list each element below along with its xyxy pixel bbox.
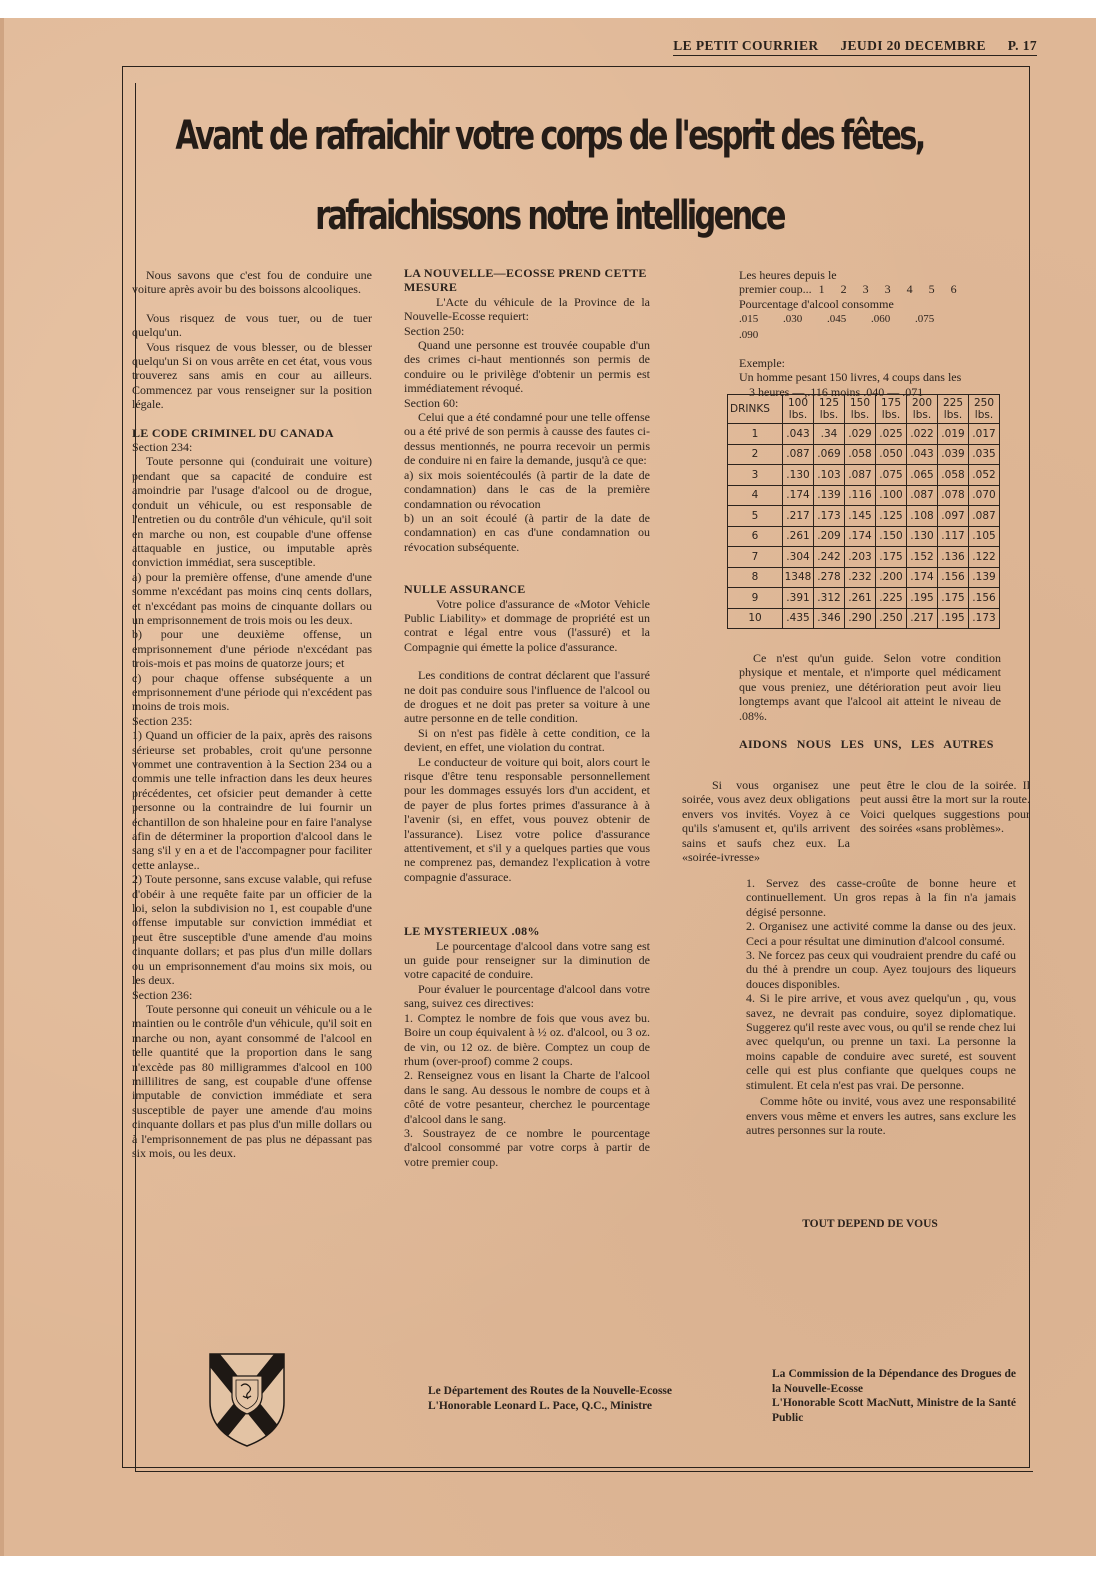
bac-cell: .103 <box>814 465 845 486</box>
bac-cell: .200 <box>876 567 907 588</box>
section-body: Votre police d'assurance de «Motor Vehicle Public Liability» et dommage de propriété est un contrat e légal entre vous (l'assuré) et la Compagnie qui émette la police d'assurance. <box>404 596 650 654</box>
section-clause: 2) Toute personne, sans excuse valable, qui refuse d'obéir à une requête faite par un officier de la loi, selon la subdivision no 1, est coupable d'une offense imputable sur conviction immédiat et peut être susceptible d'une amende d'au moins cinquante dollars; et pas plus d'un mille dollars ou un emprisonnement d'au moins six mois, ou les deux. <box>132 872 372 988</box>
section-clause: b) un an soit écoulé (à partir de la date de condamnation) en cas d'une condamnation ou révocation subséquente. <box>404 510 650 554</box>
pct-value: .030 <box>783 313 803 326</box>
bac-cell: .136 <box>938 547 969 568</box>
drinks-cell: 5 <box>728 506 783 527</box>
drinks-cell: 1 <box>728 424 783 445</box>
bac-cell: .173 <box>969 608 1000 629</box>
bac-cell: .232 <box>845 567 876 588</box>
bac-cell: .025 <box>876 424 907 445</box>
bac-cell: 1348 <box>783 567 814 588</box>
weight-header: 125 lbs. <box>814 395 845 424</box>
bac-cell: .209 <box>814 526 845 547</box>
bac-cell: .075 <box>876 465 907 486</box>
section-clause: c) pour chaque offense subséquente a un emprisonnement d'une période qui n'excédent pas moins de trois mois. <box>132 670 372 714</box>
section-body: Toute personne qui coneuit un véhicule ou a le maintien ou le contrôle d'un véhicule, qu'il soit en marche ou non, ayant consommé de l'alcool en telle quantité que la proportion dans le sang n'excède pas 80 milligrammes d'alcool en 100 millilitres de sang, est coupable d'une offense imputable de conviction immédiate et sera susceptible de payer une amende d'au moins cinquante dollars et pas plus d'un mille dollars ou à l'emprisonnement de pas plus ne dépassant pas six mois, ou les deux. <box>132 1001 372 1160</box>
section-heading: NULLE ASSURANCE <box>404 582 526 597</box>
section-title: Section 60: <box>404 395 459 410</box>
bac-cell: .156 <box>969 588 1000 609</box>
closing-paragraph: Comme hôte ou invité, vous avez une responsabilité envers vous même et envers les autres, sans exclure les autres personnes sur la route. <box>746 1094 1016 1137</box>
section-body: Si on n'est pas fidèle à cette condition, ce la devient, en effet, une violation du contrat. <box>404 725 650 755</box>
weight-header: 100 lbs. <box>783 395 814 424</box>
pct-value: .060 <box>871 313 891 326</box>
headline-line-2: rafraichissons notre intelligence <box>315 193 784 239</box>
section-body: Le conducteur de voiture qui boit, alors court le risque d'être tenu responsable personnellement pour les dommages essuyés lors d'un accident, et de payer de plus fortes primes d'assurance à à l'avenir (si, en effet, vous pouvez obtenir de l'assurance). Lisez votre police d'assurance attentivement, et s'il y a quelques parties que vous ne comprenez pas, demandez l'explication à votre compagnie d'assurace. <box>404 754 650 884</box>
table-row <box>728 444 1000 465</box>
hour-value: 6 <box>950 282 957 297</box>
column-nova-scotia <box>404 266 650 1169</box>
hour-value: 5 <box>928 282 935 297</box>
bac-cell: .312 <box>814 588 845 609</box>
bac-cell: .078 <box>938 485 969 506</box>
hour-value: 1 <box>818 282 825 297</box>
drinks-cell: 8 <box>728 567 783 588</box>
pct-value: .090 <box>739 328 759 341</box>
section-title: Section 234: <box>132 440 193 455</box>
drinks-cell: 9 <box>728 588 783 609</box>
example-label: Exemple: <box>739 356 785 371</box>
section-body: L'Acte du véhicule de la Province de la Nouvelle-Ecosse requiert: <box>404 294 650 324</box>
bac-cell: .145 <box>845 506 876 527</box>
intro-paragraph: Nous savons que c'est fou de conduire une voiture après avoir bu des boissons alcooliques. <box>132 268 372 297</box>
intro-paragraph: Vous risquez de vous blesser, ou de blesser quelqu'un Si on vous arrête en cet état, vous vous trouverez sans amis en cour au ailleurs. Commencez par vous renseigner sur la position légale. <box>132 339 372 412</box>
bac-cell: .039 <box>938 444 969 465</box>
bac-cell: .225 <box>876 588 907 609</box>
directive-item: 2. Renseignez vous en lisant la Charte de l'alcool dans le sang. Au dessous le nombre de coups et à côté de votre pesanteur, cherchez le pourcentage d'alcool dans le sang. <box>404 1068 650 1126</box>
hour-value: 3 <box>884 282 891 297</box>
weight-header: 200 lbs. <box>907 395 938 424</box>
bac-cell: .043 <box>783 424 814 445</box>
bac-cell: .130 <box>907 526 938 547</box>
bac-cell: .130 <box>783 465 814 486</box>
headline-line-1: Avant de rafraichir votre corps de l'esprit des fêtes, <box>175 113 924 159</box>
bac-cell: .261 <box>845 588 876 609</box>
section-body: Pour évaluer le pourcentage d'alcool dans votre sang, suivez ces directives: <box>404 981 650 1011</box>
section-body: Quand une personne est trouvée coupable d'un des crimes ci-haut mentionnés son permis de conduire ou le privilège d'obtenir un permis est immédiatement révoqué. <box>404 338 650 396</box>
bac-cell: .108 <box>907 506 938 527</box>
bac-cell: .058 <box>845 444 876 465</box>
section-clause: a) six mois soientécoulés (à partir de la date de condamnation) dans le cas de la première condamnation ou révocation <box>404 467 650 511</box>
bac-cell: .261 <box>783 526 814 547</box>
section-body: Celui que a été condamné pour une telle offense ou a été privé de son permis à causse des fautes ci-dessus mentionnés, ne pourra recevoir un permis de conduire ni en faire la demande, jusqu'à ce que: <box>404 410 650 468</box>
bac-cell: .019 <box>938 424 969 445</box>
hours-values <box>815 282 957 296</box>
bac-cell: .34 <box>814 424 845 445</box>
bac-cell: .122 <box>969 547 1000 568</box>
table-row <box>728 567 1000 588</box>
column-chart-info <box>739 268 1001 399</box>
section-clause: 1) Quand un officier de la paix, après des raisons sérieurse set probables, croit qu'une personne vommet une contravention à la Section 234 ou a commis une telle infraction dans les deux heures précédentes, cet ofsicier peut demander à cette personne ou la contraindre de lui fournir un échantillon de son hhaleine pour en faire l'analyse afin de déterminer la proportion d'alcool dans le sang s'il y en a et de l'accompagner pour faciliter cette anlayse.. <box>132 728 372 872</box>
table-row <box>728 506 1000 527</box>
weight-header: 150 lbs. <box>845 395 876 424</box>
bac-cell: .290 <box>845 608 876 629</box>
bac-cell: .150 <box>876 526 907 547</box>
bac-cell: .052 <box>969 465 1000 486</box>
bac-cell: .173 <box>814 506 845 527</box>
bac-cell: .065 <box>907 465 938 486</box>
tip-item: 4. Si le pire arrive, et vous avez quelqu'un , qu, vous savez, ne devrait pas conduire, soyez diplomatique. Suggerez qu'il reste avec vous, ou qu'il se rende chez lui avec quelqu'un, ou prenne un taxi. La personne la moins capable de conduire avec sureté, est souvent celle qui est plus confiante que quelques coups ne stimulent. Et cela n'est pas vrai. De personne. <box>746 991 1016 1092</box>
section-title: Section 250: <box>404 323 465 338</box>
bac-cell: .435 <box>783 608 814 629</box>
bac-cell: .069 <box>814 444 845 465</box>
table-row <box>728 485 1000 506</box>
section-title: Section 236: <box>132 987 193 1002</box>
bac-cell: .058 <box>938 465 969 486</box>
hour-value: 2 <box>840 282 847 297</box>
bac-cell: .195 <box>907 588 938 609</box>
section-heading: LE MYSTERIEUX .08% <box>404 924 540 939</box>
example-text: 3 heures —,.116 moins .040 — .071 <box>749 384 924 399</box>
bac-cell: .304 <box>783 547 814 568</box>
section-title: Section 235: <box>132 713 193 728</box>
party-text-left: Si vous organisez une soirée, vous avez deux obligations envers vos invités. Voyez à ce qu'ils s'amusent et, qu'ils arrivent sains et saufs chez eux. La «soirée-ivresse» <box>682 778 850 865</box>
pct-values <box>739 311 1001 342</box>
section-body: Le pourcentage d'alcool dans votre sang est un guide pour renseigner sur la diminution de votre capacité de conduire. <box>404 938 650 982</box>
section-body: Les conditions de contrat déclarent que l'assuré ne doit pas conduire sous l'influence de l'alcool ou de drogues et ne doit pas preter sa voiture à une autre personne en de telle condition. <box>404 668 650 726</box>
bac-cell: .105 <box>969 526 1000 547</box>
bac-cell: .175 <box>876 547 907 568</box>
drinks-cell: 2 <box>728 444 783 465</box>
issue-date: JEUDI 20 DECEMBRE <box>840 38 986 53</box>
signature-highways: Le Département des Routes de la Nouvelle-Ecosse L'Honorable Leonard L. Pace, Q.C., Ministre <box>428 1385 673 1412</box>
weight-header: 250 lbs. <box>969 395 1000 424</box>
bac-cell: .117 <box>938 526 969 547</box>
table-row <box>728 608 1000 629</box>
pct-label: Pourcentage d'alcool consomme <box>739 296 894 311</box>
tip-item: 3. Ne forcez pas ceux qui voudraient prendre du café ou du thé à prendre un coup. Ayez toujours des liqueurs douces disponibles. <box>746 948 1016 991</box>
table-row <box>728 588 1000 609</box>
section-clause: b) pour une deuxième offense, un emprisonnement d'une période n'excédant pas trois-mois et pas moins de quatorze jours; et <box>132 627 372 671</box>
table-row <box>728 526 1000 547</box>
column-tips <box>746 876 1016 1137</box>
directive-item: 3. Soustrayez de ce nombre le pourcentage d'alcool consommé par votre corps à partir de votre premier coup. <box>404 1125 650 1169</box>
bac-cell: .035 <box>969 444 1000 465</box>
bac-cell: .087 <box>783 444 814 465</box>
table-row <box>728 547 1000 568</box>
weight-header: 225 lbs. <box>938 395 969 424</box>
pct-value: .045 <box>827 313 847 326</box>
guide-paragraph: Ce n'est qu'un guide. Selon votre condition physique et mentale, et n'importe quel médicament que vous preniez, une détérioration peut avoir lieu longtemps avant que l'alcool ait atteint le niveau de .08%. <box>739 651 1001 723</box>
party-text-right: peut être le clou de la soirée. Il peut aussi être la mort sur la route. Voici quelques suggestions pour des soirées «sans problèmes». <box>860 778 1030 836</box>
hour-value: 3 <box>862 282 869 297</box>
drinks-cell: 4 <box>728 485 783 506</box>
pct-value: .075 <box>915 313 935 326</box>
bac-cell: .195 <box>938 608 969 629</box>
example-text: Un homme pesant 150 livres, 4 coups dans les <box>739 370 962 385</box>
bac-cell: .242 <box>814 547 845 568</box>
column-criminal-code <box>132 268 372 1160</box>
bac-cell: .116 <box>845 485 876 506</box>
pct-value: .015 <box>739 313 759 326</box>
drinks-cell: 6 <box>728 526 783 547</box>
bac-cell: .346 <box>814 608 845 629</box>
section-body: Toute personne qui (conduirait une voiture) pendant que sa capacité de conduire est amoindrie par l'usage d'alcool ou de drogue, conduit un véhicule, ou est responsable de l'entretien ou du contrôle d'un véhicule, qu'il soit en marche ou non, est coupable d'une offense attaquable en justice, ou imputable après conviction immédiat, sera susceptible. <box>132 454 372 570</box>
drinks-cell: 10 <box>728 608 783 629</box>
section-heading: LA NOUVELLE—ECOSSE PREND CETTE MESURE <box>404 266 647 295</box>
bac-cell: .087 <box>845 465 876 486</box>
column-guide <box>739 651 1001 751</box>
bac-cell: .087 <box>969 506 1000 527</box>
bac-cell: .391 <box>783 588 814 609</box>
bac-cell: .043 <box>907 444 938 465</box>
nova-scotia-coat-of-arms-icon <box>208 1352 286 1448</box>
weight-header: 175 lbs. <box>876 395 907 424</box>
tagline: TOUT DEPEND DE VOUS <box>802 1218 938 1230</box>
bac-cell: .139 <box>969 567 1000 588</box>
table-row <box>728 424 1000 445</box>
bac-cell: .017 <box>969 424 1000 445</box>
intro-paragraph: Vous risquez de vous tuer, ou de tuer quelqu'un. <box>132 310 372 340</box>
table-header-row <box>728 395 1000 424</box>
hours-label: Les heures depuis le <box>739 268 837 282</box>
bac-cell: .175 <box>938 588 969 609</box>
bac-cell: .174 <box>907 567 938 588</box>
bac-cell: .097 <box>938 506 969 527</box>
bac-cell: .174 <box>783 485 814 506</box>
drinks-cell: 7 <box>728 547 783 568</box>
blood-alcohol-table <box>727 394 1000 629</box>
bac-cell: .278 <box>814 567 845 588</box>
bac-cell: .022 <box>907 424 938 445</box>
tip-item: 1. Servez des casse-croûte de bonne heure et continuellement. Un gros repas à la fin n'a jamais dégisé personne. <box>746 876 1016 919</box>
section-clause: a) pour la première offense, d'une amende d'une somme n'excédant pas moins cinq cents dollars, et n'excédant pas moins de cinquante dollars ou un emprisonnement de trois mois ou les deux. <box>132 569 372 627</box>
drinks-cell: 3 <box>728 465 783 486</box>
masthead <box>673 38 1037 56</box>
table-row <box>728 465 1000 486</box>
bac-cell: .217 <box>783 506 814 527</box>
hours-row: premier coup... 1 2 3 3 4 5 6 <box>739 282 957 297</box>
bac-cell: .156 <box>938 567 969 588</box>
tip-item: 2. Organisez une activité comme la danse ou des jeux. Ceci a pour résultat une diminution d'alcool consumé. <box>746 919 1016 948</box>
paper-name: LE PETIT COURRIER <box>673 38 819 53</box>
bac-cell: .152 <box>907 547 938 568</box>
page-number: P. 17 <box>1007 38 1037 53</box>
bac-cell: .125 <box>876 506 907 527</box>
hour-value: 4 <box>906 282 913 297</box>
bac-cell: .203 <box>845 547 876 568</box>
bac-cell: .029 <box>845 424 876 445</box>
bac-cell: .050 <box>876 444 907 465</box>
drinks-header: DRINKS <box>728 395 783 424</box>
bac-cell: .070 <box>969 485 1000 506</box>
directive-item: 1. Comptez le nombre de fois que vous avez bu. Boire un coup équivalent à ½ oz. d'alcool, ou 3 oz. de vin, ou 12 oz. de bière. Comptez un coup de rhum (over-proof) comme 2 coups. <box>404 1010 650 1068</box>
section-heading: AIDONS NOUS LES UNS, LES AUTRES <box>739 737 994 752</box>
bac-cell: .100 <box>876 485 907 506</box>
bac-cell: .217 <box>907 608 938 629</box>
bac-cell: .087 <box>907 485 938 506</box>
bac-cell: .250 <box>876 608 907 629</box>
section-heading: LE CODE CRIMINEL DU CANADA <box>132 425 334 440</box>
signature-commission: La Commission de la Dépendance des Drogues de la Nouvelle-Ecosse L'Honorable Scott MacNutt, Ministre de la Santé Public <box>772 1368 1016 1424</box>
bac-cell: .139 <box>814 485 845 506</box>
bac-cell: .174 <box>845 526 876 547</box>
